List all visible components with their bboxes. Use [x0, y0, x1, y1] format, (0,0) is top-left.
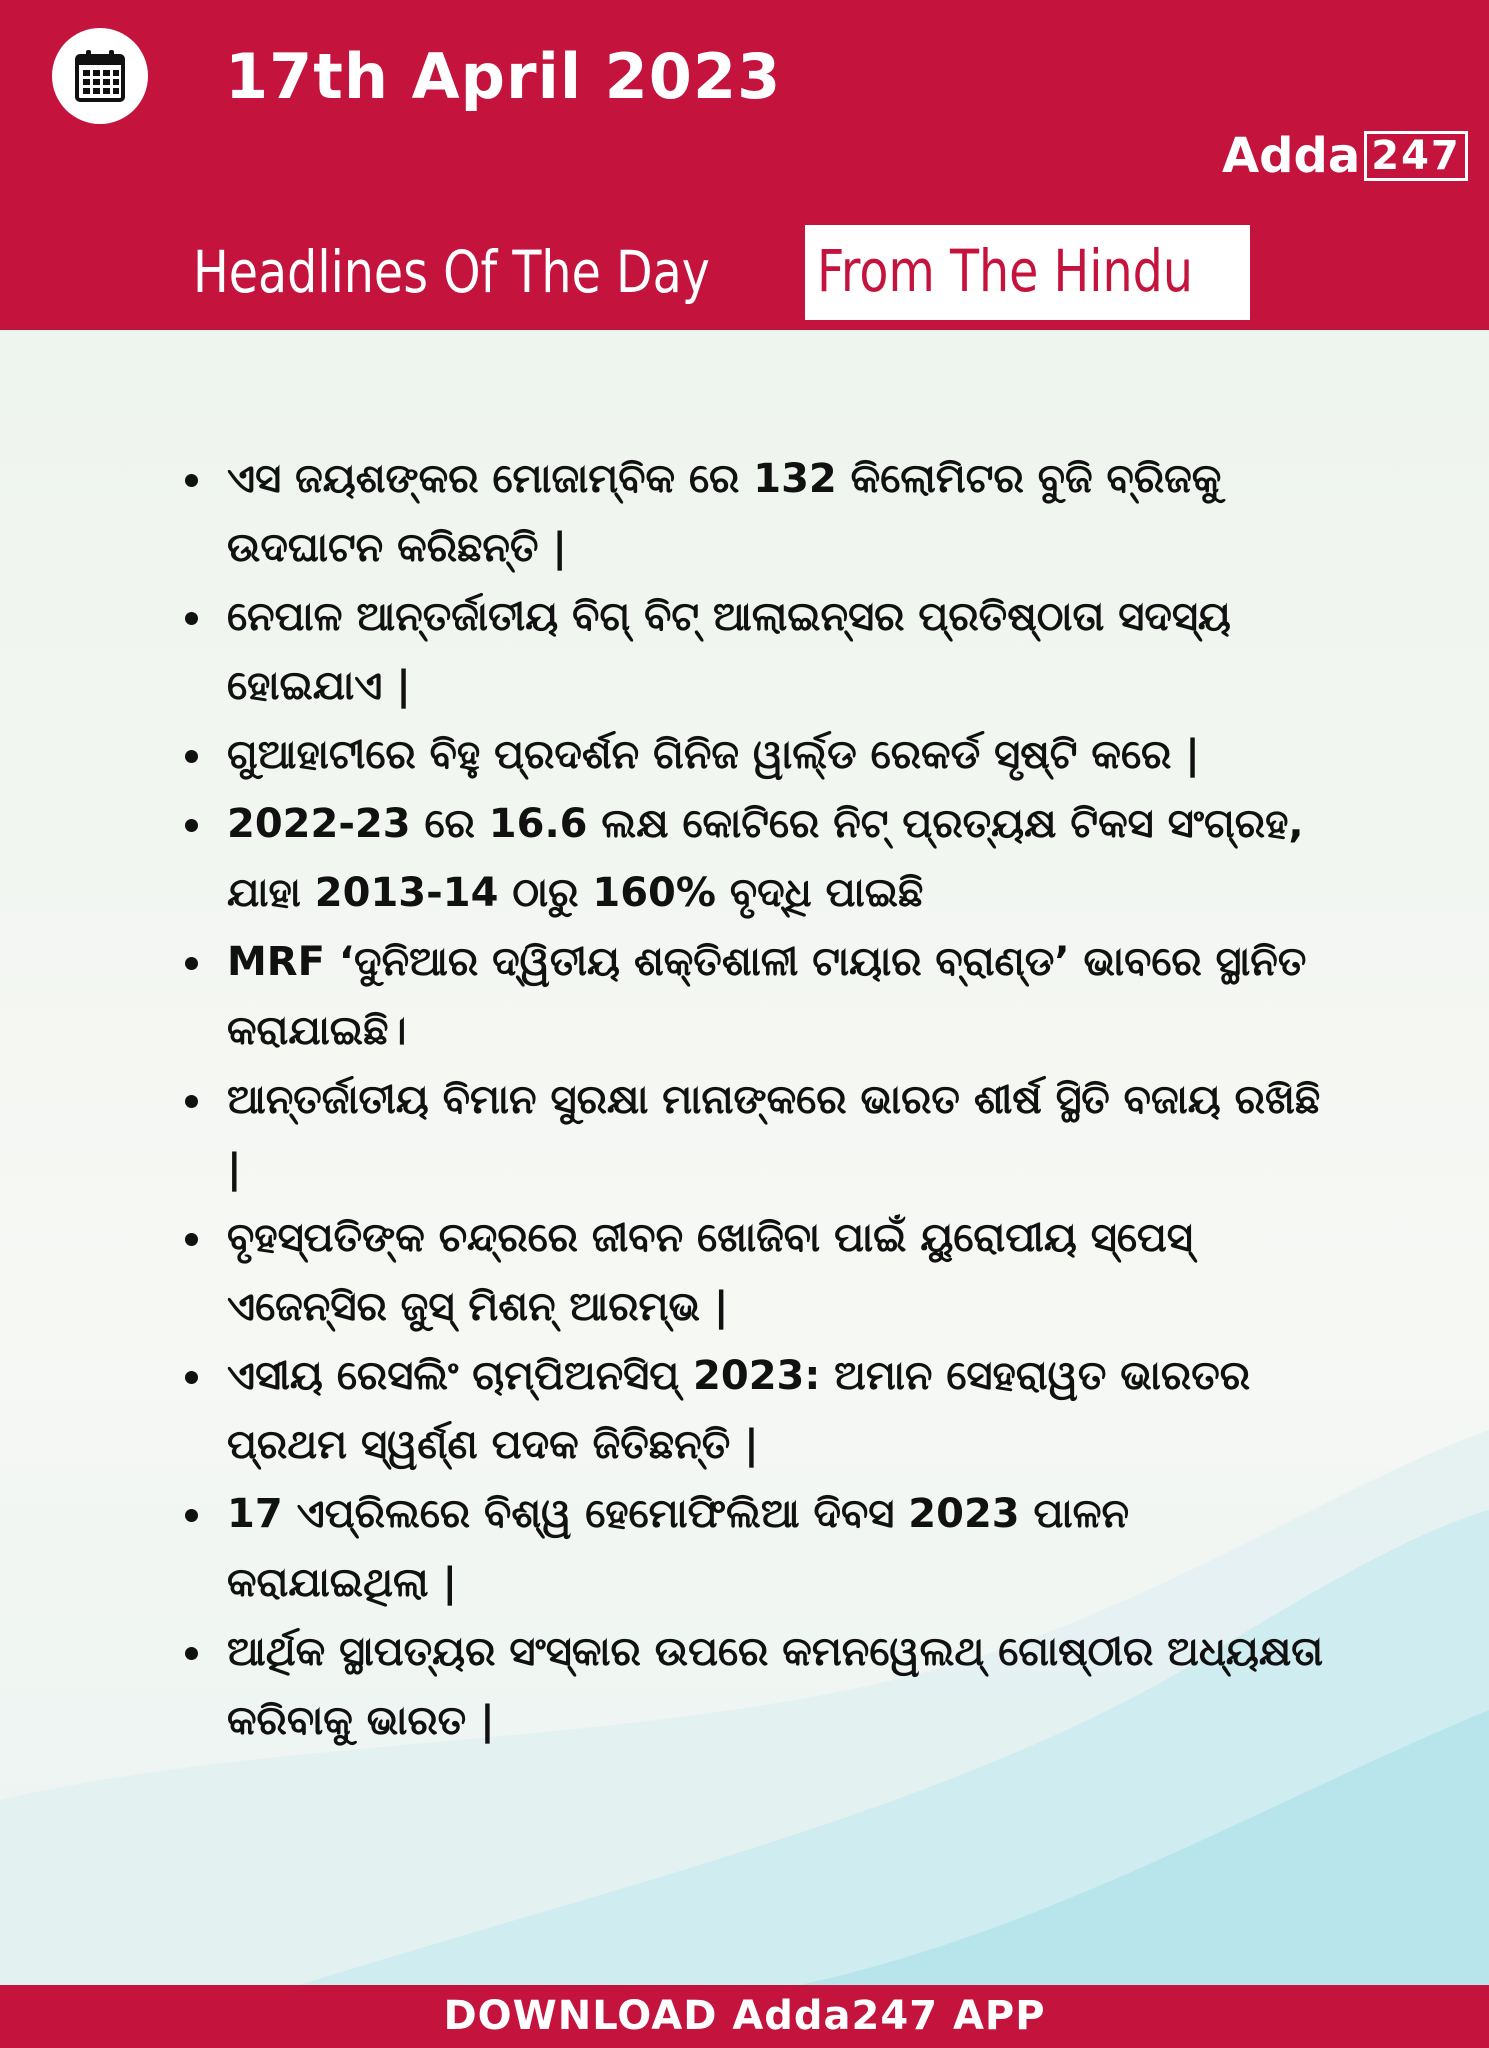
headline-list	[185, 445, 1325, 1756]
source-badge	[805, 225, 1250, 320]
list-item	[185, 1342, 1325, 1480]
headline-label: Headlines Of The Day	[193, 238, 710, 306]
headline-text: ଆନ୍ତର୍ଜାତୀୟ ବିମାନ ସୁରକ୍ଷା ମାନାଙ୍କରେ ଭାରତ ଶୀର୍ଷ ସ୍ଥିତି ବଜାୟ ରଖିଛି |	[227, 1077, 1321, 1192]
headline-text: ଗୁଆହାଟୀରେ ବିହୁ ପ୍ରଦର୍ଶନ ଗିନିଜ ୱାର୍ଲ୍ଡ ରେକର୍ଡ ସୃଷ୍ଟି କରେ |	[227, 732, 1200, 778]
list-item	[185, 790, 1325, 928]
list-item	[185, 1204, 1325, 1342]
list-item	[185, 928, 1325, 1066]
bullet-icon	[185, 957, 198, 970]
bullet-icon	[185, 1647, 198, 1660]
download-app-label: DOWNLOAD Adda247 APP	[443, 1993, 1046, 2039]
headline-text: 17 ଏପ୍ରିଲରେ ବିଶ୍ୱ ହେମୋଫିଲିଆ ଦିବସ 2023 ପାଳନ କରାଯାଇଥିଲା |	[227, 1491, 1130, 1606]
bullet-icon	[185, 819, 198, 832]
headline-text: ଆର୍ଥିକ ସ୍ଥାପତ୍ୟର ସଂସ୍କାର ଉପରେ କମନୱେଲଥ୍ ଗୋଷ୍ଠୀର ଅଧ୍ୟକ୍ଷତା କରିବାକୁ ଭାରତ |	[227, 1629, 1324, 1744]
brand-number: 247	[1364, 131, 1468, 181]
calendar-badge	[52, 28, 148, 124]
header-banner	[0, 0, 1489, 330]
date-title: 17th April 2023	[225, 40, 782, 113]
bullet-icon	[185, 750, 198, 763]
list-item	[185, 1066, 1325, 1204]
list-item	[185, 445, 1325, 583]
headlines-panel	[0, 330, 1489, 1985]
source-label: From The Hindu	[817, 237, 1193, 305]
list-item	[185, 1618, 1325, 1756]
bullet-icon	[185, 612, 198, 625]
download-app-banner[interactable]	[0, 1985, 1489, 2048]
list-item	[185, 721, 1325, 790]
headline-text: ଏସୀୟ ରେସଲିଂ ଚାମ୍ପିଅନସିପ୍ 2023: ଅମାନ ସେହରାୱତ ଭାରତର ପ୍ରଥମ ସ୍ୱର୍ଣ୍ଣ ପଦକ ଜିତିଛନ୍ତି |	[227, 1353, 1251, 1468]
calendar-icon	[75, 50, 125, 102]
bullet-icon	[185, 1371, 198, 1384]
bullet-icon	[185, 474, 198, 487]
brand-logo	[1222, 128, 1468, 184]
bullet-icon	[185, 1509, 198, 1522]
bullet-icon	[185, 1095, 198, 1108]
bullet-icon	[185, 1233, 198, 1246]
headline-text: MRF ‘ଦୁନିଆର ଦ୍ୱିତୀୟ ଶକ୍ତିଶାଳୀ ଟାୟାର ବ୍ରାଣ୍ଡ’ ଭାବରେ ସ୍ଥାନିତ କରାଯାଇଛି।	[227, 939, 1307, 1054]
headline-text: 2022-23 ରେ 16.6 ଲକ୍ଷ କୋଟିରେ ନିଟ୍ ପ୍ରତ୍ୟକ୍ଷ ଟିକସ ସଂଗ୍ରହ, ଯାହା 2013-14 ଠାରୁ 160% ବୃଦ୍ଧି ପାଇଛି	[227, 801, 1304, 916]
list-item	[185, 1480, 1325, 1618]
headline-text: ଏସ ଜୟଶଙ୍କର ମୋଜାମ୍ବିକ ରେ 132 କିଲୋମିଟର ବୁଜି ବ୍ରିଜକୁ ଉଦଘାଟନ କରିଛନ୍ତି |	[227, 456, 1222, 571]
list-item	[185, 583, 1325, 721]
headline-text: ନେପାଳ ଆନ୍ତର୍ଜାତୀୟ ବିଗ୍ ବିଟ୍ ଆଲାଇନ୍ସର ପ୍ରତିଷ୍ଠାତା ସଦସ୍ୟ ହୋଇଯାଏ |	[227, 594, 1231, 709]
brand-name: Adda	[1222, 128, 1361, 184]
headline-text: ବୃହସ୍ପତିଙ୍କ ଚନ୍ଦ୍ରରେ ଜୀବନ ଖୋଜିବା ପାଇଁ ୟୁରୋପୀୟ ସ୍ପେସ୍ ଏଜେନ୍ସିର ଜୁସ୍ ମିଶନ୍ ଆରମ୍ଭ |	[227, 1215, 1193, 1330]
